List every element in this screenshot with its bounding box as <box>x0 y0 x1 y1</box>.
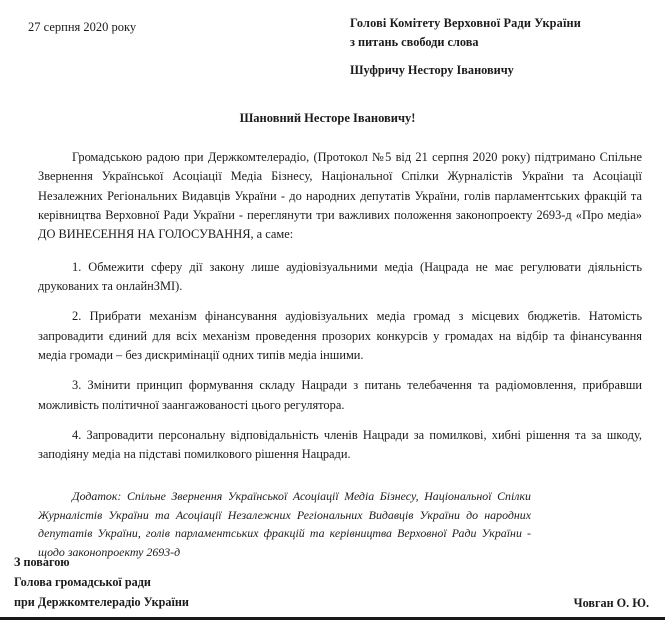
list-item: 2. Прибрати механізм фінансування аудіовізуальних медіа громад з місцевих бюджетів. Натомість запровадити єдиний для всіх механізм проведення прозорих конкурсів у громадах на відбір та фінансування медіа громади – без дискримінації одних типів медіа іншими. <box>38 309 642 363</box>
numbered-demands-list <box>14 258 651 465</box>
list-item: 1. Обмежити сферу дії закону лише аудіовізуальними медіа (Нацрада не має регулювати діяльність друкованих та онлайнЗМІ). <box>38 259 642 294</box>
signer-name: Човган О. Ю. <box>573 596 649 610</box>
letter-body <box>14 148 651 562</box>
salutation: Шановний Несторе Івановичу! <box>239 111 416 125</box>
addressee-block <box>350 14 665 52</box>
addressee-line-2: з питань свободи слова <box>350 35 479 50</box>
signature-role-line-2: при Держкомтелерадіо України <box>14 594 189 609</box>
letter-date: 27 серпня 2020 року <box>28 20 137 34</box>
list-item: 4. Запровадити персональну відповідальність членів Нацради за помилкові, хибні рішення та за шкоду, заподіяну медіа на підставі помилкового рішення Нацради. <box>38 428 642 462</box>
appendix-note: Додаток: Спільне Звернення Української Асоціації Медіа Бізнесу, Національної Спілки Журналістів України та Асоціації Незалежних Регіональних Видавців України до народних депутатів України, голів парламентських фракцій та керівництва Верховної Ради України - щодо законопроекту 2693-д <box>38 488 531 560</box>
signature-role-line-1: Голова громадської ради <box>14 574 151 589</box>
list-item: 3. Змінити принцип формування складу Нацради з питань телебачення та радіомовлення, прибравши можливість політичної заангажованості цього регулятора. <box>38 378 642 412</box>
letter-header <box>14 0 651 95</box>
addressee-person: Шуфричу Нестору Івановичу <box>350 63 514 77</box>
addressee-line-1: Голові Комітету Верховної Ради України <box>350 16 582 30</box>
signature-closing: З повагою <box>14 554 70 569</box>
intro-paragraph: Громадською радою при Держкомтелерадіо, (Протокол №5 від 21 серпня 2020 року) підтримано Спільне Звернення Української Асоціації Медіа Бізнесу, Національної Спілки Журналістів України та Асоціації Незалежних Регіональних Видавців України - до народних депутатів України, голів парламентських фракцій та керівництва Верховної Ради України - переглянути три важливих положення законопроекту 2693-д «Про медіа» ДО ВИНЕСЕННЯ НА ГОЛОСУВАННЯ, а саме: <box>38 150 642 242</box>
signature-block <box>14 552 189 612</box>
